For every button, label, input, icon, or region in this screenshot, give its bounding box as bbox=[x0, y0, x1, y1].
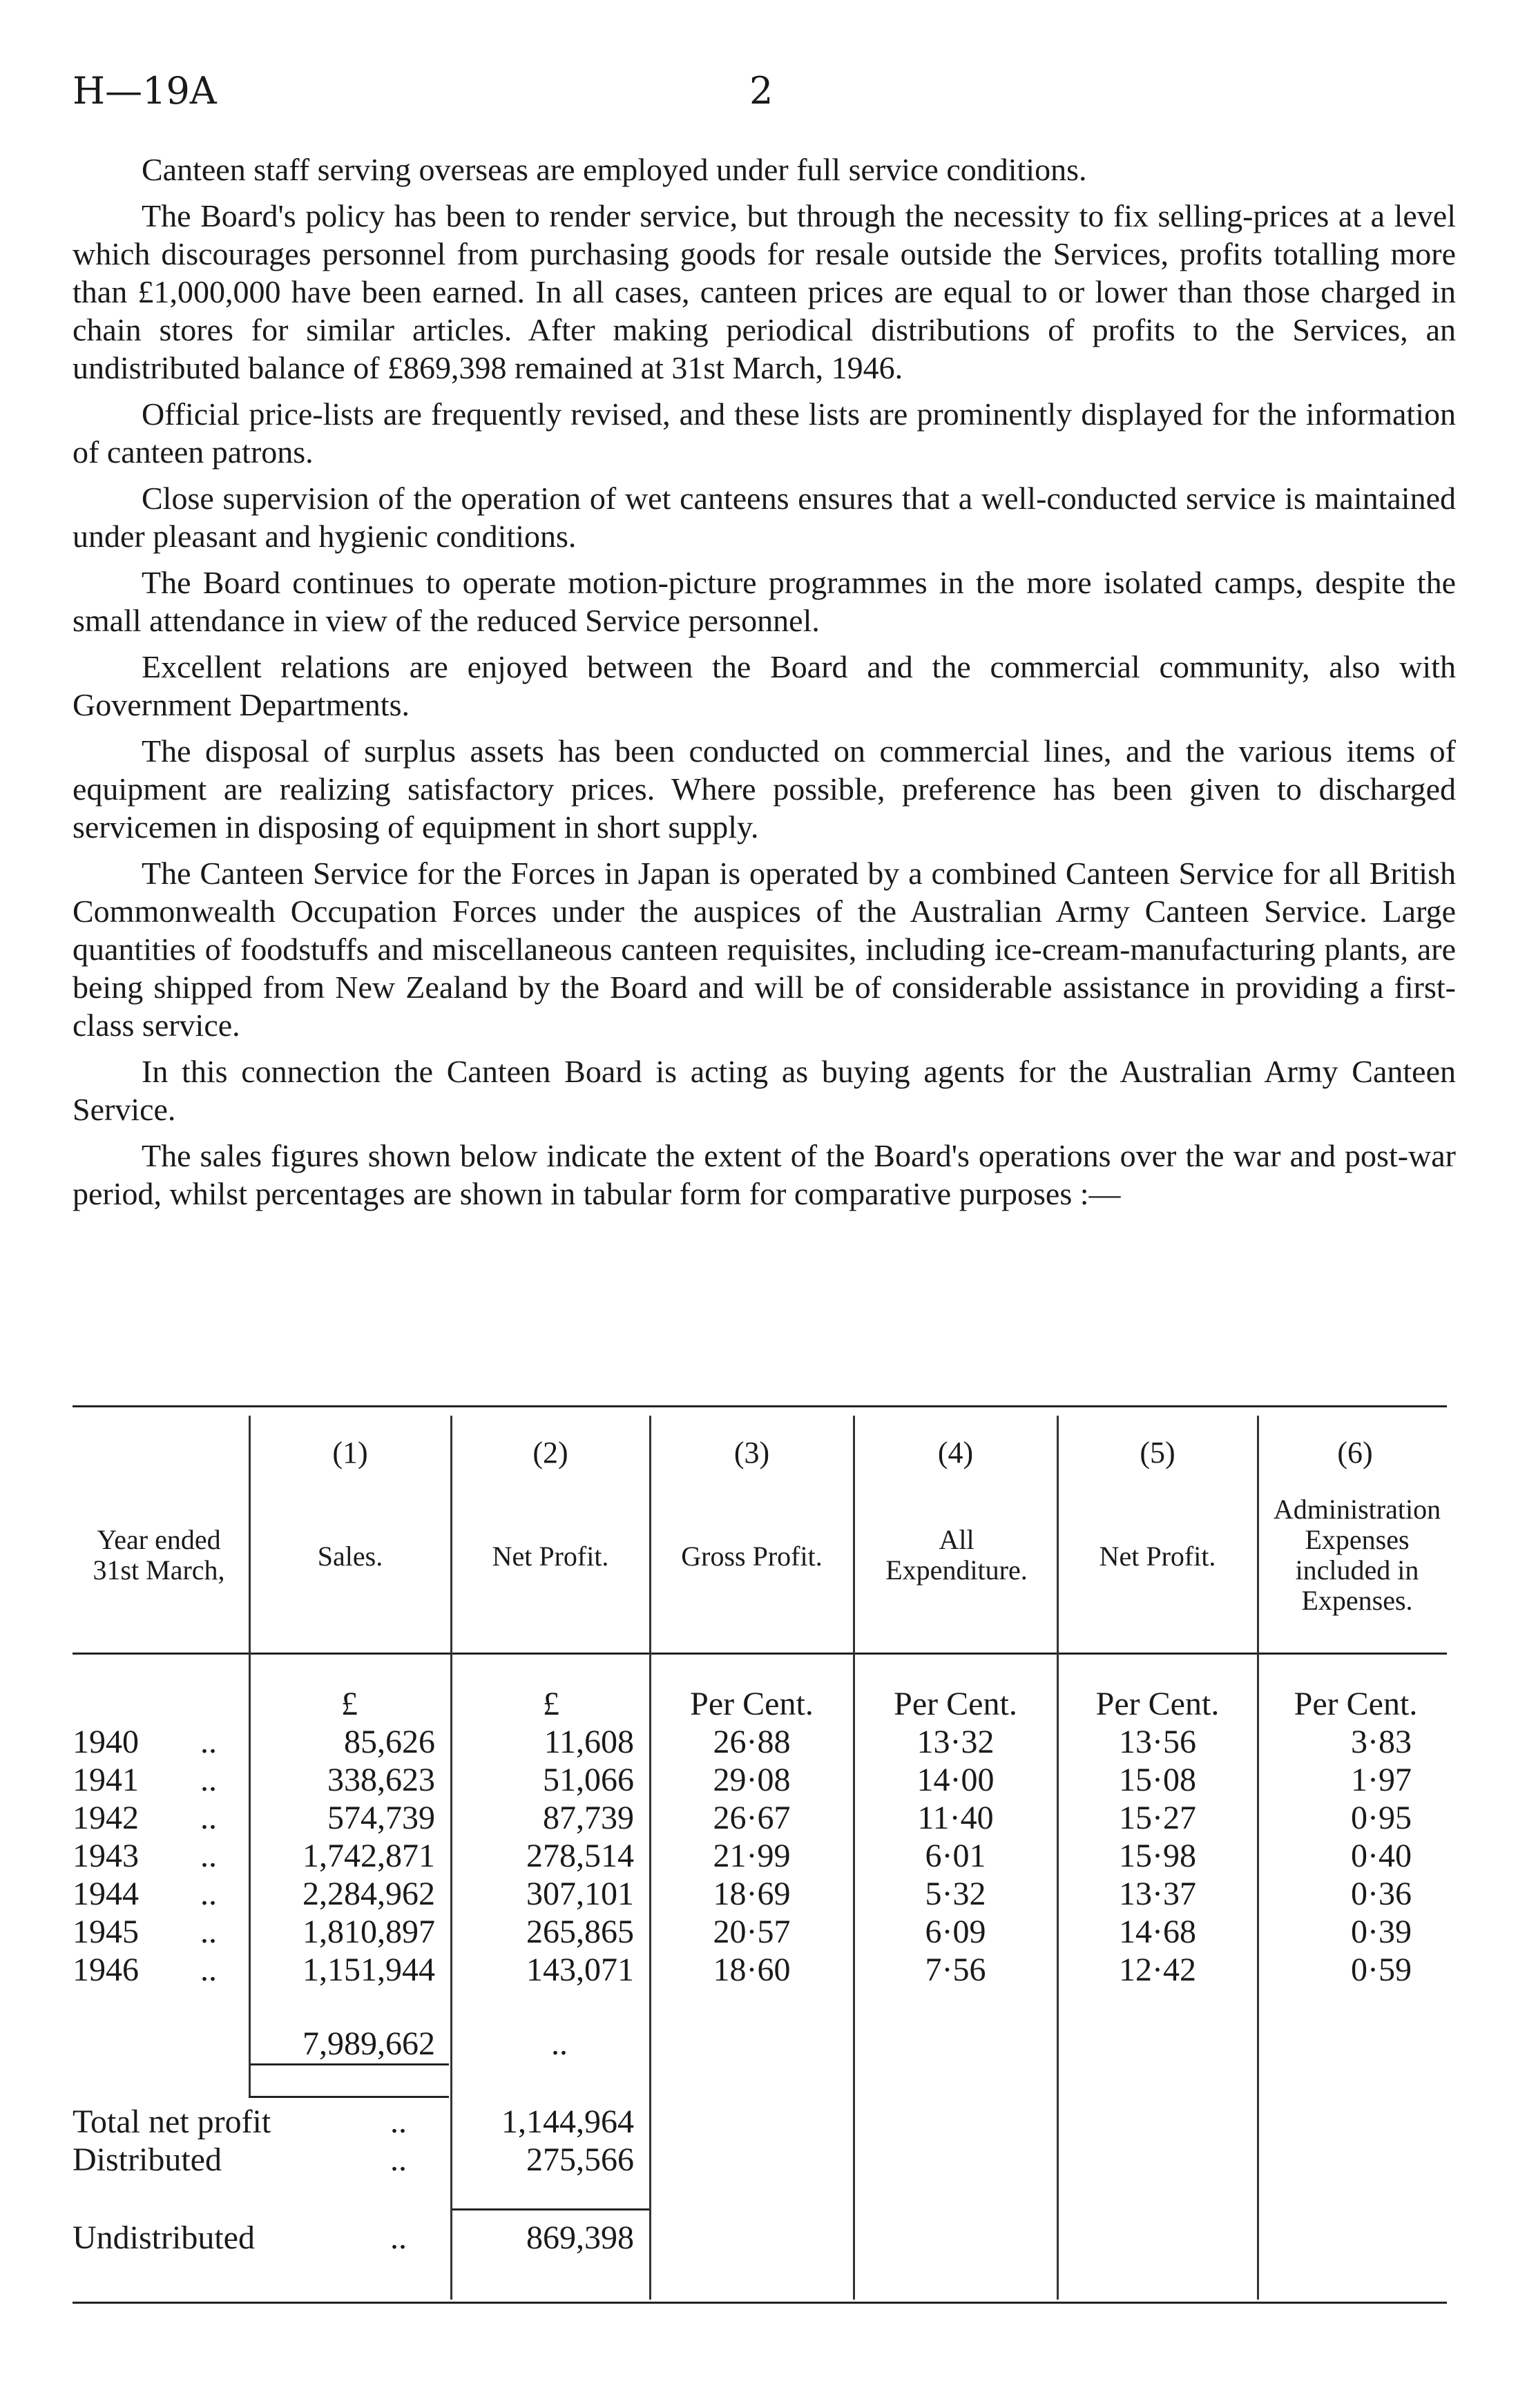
paragraph: The Board continues to operate motion-picture programmes in the more isolated camps, despite the small attendance in view of the reduced Service personnel. bbox=[73, 565, 1456, 638]
expenditure-pct-column bbox=[854, 1723, 1057, 1989]
year-column bbox=[73, 1723, 197, 1989]
table-row-year: 1944 bbox=[73, 1876, 139, 1912]
leader-dots: .. bbox=[200, 1876, 217, 1912]
table-cell-expenditure-pct: 14·00 bbox=[916, 1762, 995, 1798]
table-cell-admin-pct: 1·97 bbox=[1351, 1762, 1412, 1798]
table-cell-expenditure-pct: 13·32 bbox=[916, 1724, 995, 1760]
paragraph: The Canteen Service for the Forces in Japan is operated by a combined Canteen Service for all British Commonwealth Occupation Forces under the auspices of the Australian Army Canteen Service. Large quantities of foodstuffs and miscellaneous canteen requisites, including ice-cream-manufacturing plants, are being shipped from New Zealand by the Board and will be of considerable assistance in providing a first-class service. bbox=[73, 856, 1456, 1043]
summary-label: Distributed bbox=[73, 2141, 222, 2178]
paragraph: The Board's policy has been to render service, but through the necessity to fix selling-prices at a level which discourages personnel from purchasing goods for resale outside the Services, profits totalling more than £1,000,000 have been earned. In all cases, canteen prices are equal to or lower than those charged in chain stores for similar articles. After making periodical distributions of profits to the Services, an undistributed balance of £869,398 remained at 31st March, 1946. bbox=[73, 198, 1456, 385]
table-cell-net-profit-pct: 14·68 bbox=[1119, 1914, 1196, 1950]
leader-dots-column bbox=[200, 1723, 242, 1989]
table-cell-net-profit-pct: 13·56 bbox=[1119, 1724, 1196, 1760]
table-cell-expenditure-pct: 6·01 bbox=[925, 1838, 986, 1874]
admin-expenses-pct-column bbox=[1258, 1723, 1412, 1989]
sales-total-rule bbox=[249, 2063, 449, 2065]
table-row-year: 1946 bbox=[73, 1952, 139, 1988]
column-number: (4) bbox=[937, 1436, 974, 1470]
table-cell-net-profit: 265,865 bbox=[526, 1914, 634, 1950]
net-profit-pct-column bbox=[1058, 1723, 1257, 1989]
paragraph: Excellent relations are enjoyed between the Board and the commercial community, also with Government Departments. bbox=[73, 649, 1456, 722]
unit-label: Per Cent. bbox=[894, 1686, 1017, 1722]
gross-profit-pct-column bbox=[651, 1723, 853, 1989]
table-cell-net-profit-pct: 15·08 bbox=[1119, 1762, 1196, 1798]
leader-dots: .. bbox=[390, 2103, 407, 2140]
table-cell-admin-pct: 0·40 bbox=[1351, 1838, 1412, 1874]
summary-rule bbox=[452, 2208, 649, 2210]
table-cell-admin-pct: 0·59 bbox=[1351, 1952, 1412, 1988]
leader-dots: .. bbox=[200, 1914, 217, 1950]
table-cell-gross-profit-pct: 26·88 bbox=[713, 1724, 791, 1760]
column-divider bbox=[249, 1416, 251, 2096]
paragraph: Canteen staff serving overseas are employed under full service conditions. bbox=[142, 152, 1087, 187]
sales-total-bottom-rule bbox=[249, 2096, 449, 2098]
table-cell-net-profit-pct: 13·37 bbox=[1119, 1876, 1196, 1912]
table-cell-net-profit: 307,101 bbox=[526, 1876, 634, 1912]
table-cell-net-profit: 87,739 bbox=[543, 1800, 634, 1836]
summary-value: 1,144,964 bbox=[501, 2103, 634, 2140]
table-cell-sales: 338,623 bbox=[327, 1762, 435, 1798]
table-row-year: 1945 bbox=[73, 1914, 139, 1950]
table-cell-sales: 85,626 bbox=[344, 1724, 435, 1760]
column-number: (3) bbox=[733, 1436, 770, 1470]
table-cell-net-profit: 11,608 bbox=[544, 1724, 634, 1760]
column-divider bbox=[853, 1416, 855, 2300]
sales-column bbox=[250, 1723, 435, 1989]
table-cell-gross-profit-pct: 18·60 bbox=[713, 1952, 791, 1988]
body-text bbox=[73, 151, 1456, 1221]
column-label: Sales. bbox=[317, 1541, 383, 1572]
summary-label: Undistributed bbox=[73, 2219, 255, 2256]
column-label: Net Profit. bbox=[492, 1541, 609, 1572]
table-cell-net-profit: 143,071 bbox=[526, 1952, 634, 1988]
leader-dots: .. bbox=[200, 1800, 217, 1836]
unit-label: £ bbox=[543, 1686, 559, 1722]
paragraph: In this connection the Canteen Board is acting as buying agents for the Australian Army Canteen Service. bbox=[73, 1054, 1456, 1127]
column-label: All Expenditure. bbox=[885, 1524, 1028, 1586]
column-number: (6) bbox=[1337, 1436, 1373, 1470]
summary-label: Total net profit bbox=[73, 2103, 271, 2140]
table-cell-net-profit-pct: 12·42 bbox=[1119, 1952, 1196, 1988]
table-cell-admin-pct: 0·39 bbox=[1351, 1914, 1412, 1950]
paragraph: The sales figures shown below indicate the extent of the Board's operations over the war and post-war period, whilst percentages are shown in tabular form for comparative purposes :— bbox=[73, 1138, 1456, 1211]
table-cell-gross-profit-pct: 26·67 bbox=[713, 1800, 791, 1836]
table-cell-expenditure-pct: 5·32 bbox=[925, 1876, 986, 1912]
table-cell-sales: 1,151,944 bbox=[302, 1952, 435, 1988]
net-profit-column bbox=[452, 1723, 634, 1989]
table-cell-expenditure-pct: 7·56 bbox=[925, 1952, 986, 1988]
table-cell-sales: 1,810,897 bbox=[302, 1914, 435, 1950]
leader-dots: .. bbox=[390, 2219, 407, 2256]
leader-dots: .. bbox=[200, 1952, 217, 1988]
table-row-year: 1942 bbox=[73, 1800, 139, 1836]
leader-dots: .. bbox=[551, 2025, 568, 2062]
column-divider bbox=[649, 1416, 651, 2300]
column-number: (5) bbox=[1140, 1436, 1175, 1470]
paragraph: The disposal of surplus assets has been conducted on commercial lines, and the various items of equipment are realizing satisfactory prices. Where possible, preference has been given to discharged servicemen in disposing of equipment in short supply. bbox=[73, 733, 1456, 845]
leader-dots: .. bbox=[200, 1724, 217, 1760]
table-cell-sales: 2,284,962 bbox=[302, 1876, 435, 1912]
column-label: Net Profit. bbox=[1099, 1541, 1216, 1572]
table-cell-net-profit-pct: 15·98 bbox=[1119, 1838, 1196, 1874]
column-label: Gross Profit. bbox=[681, 1541, 823, 1572]
table-cell-net-profit: 51,066 bbox=[543, 1762, 634, 1798]
leader-dots: .. bbox=[200, 1838, 217, 1874]
leader-dots: .. bbox=[200, 1762, 217, 1798]
paragraph: Official price-lists are frequently revised, and these lists are prominently displayed for the information of canteen patrons. bbox=[73, 396, 1456, 470]
table-header-rule bbox=[73, 1653, 1447, 1655]
table-cell-net-profit: 278,514 bbox=[526, 1838, 634, 1874]
column-divider bbox=[1057, 1416, 1059, 2300]
table-top-rule bbox=[73, 1405, 1447, 1407]
table-cell-admin-pct: 0·36 bbox=[1351, 1876, 1412, 1912]
table-cell-gross-profit-pct: 29·08 bbox=[713, 1762, 791, 1798]
table-cell-expenditure-pct: 6·09 bbox=[925, 1914, 986, 1950]
table-cell-admin-pct: 3·83 bbox=[1351, 1724, 1412, 1760]
document-code: H—19A bbox=[73, 69, 217, 113]
column-label: Administration Expenses included in Expenses. bbox=[1273, 1494, 1441, 1616]
summary-value: 275,566 bbox=[526, 2141, 634, 2178]
table-row-year: 1943 bbox=[73, 1838, 139, 1874]
year-header: Year ended 31st March, bbox=[93, 1524, 225, 1586]
paragraph: Close supervision of the operation of wet canteens ensures that a well-conducted service is maintained under pleasant and hygienic conditions. bbox=[73, 481, 1456, 554]
table-row-year: 1941 bbox=[73, 1762, 139, 1798]
column-number: (2) bbox=[532, 1436, 568, 1470]
table-bottom-rule bbox=[73, 2302, 1447, 2304]
unit-label: Per Cent. bbox=[690, 1686, 814, 1722]
table-cell-sales: 574,739 bbox=[327, 1800, 435, 1836]
sales-total: 7,989,662 bbox=[302, 2025, 435, 2062]
leader-dots: .. bbox=[390, 2141, 407, 2178]
table-cell-sales: 1,742,871 bbox=[302, 1838, 435, 1874]
table-cell-net-profit-pct: 15·27 bbox=[1119, 1800, 1196, 1836]
table-row-year: 1940 bbox=[73, 1724, 139, 1760]
table-cell-gross-profit-pct: 18·69 bbox=[713, 1876, 791, 1912]
column-number: (1) bbox=[332, 1436, 368, 1470]
unit-label: £ bbox=[341, 1686, 358, 1722]
table-cell-admin-pct: 0·95 bbox=[1351, 1800, 1412, 1836]
unit-label: Per Cent. bbox=[1095, 1686, 1220, 1722]
column-divider bbox=[1257, 1416, 1259, 2300]
table-cell-expenditure-pct: 11·40 bbox=[917, 1800, 994, 1836]
page-number: 2 bbox=[749, 69, 774, 113]
column-divider bbox=[450, 1416, 452, 2300]
table-cell-gross-profit-pct: 20·57 bbox=[713, 1914, 791, 1950]
summary-value: 869,398 bbox=[526, 2219, 634, 2256]
unit-label: Per Cent. bbox=[1294, 1686, 1418, 1722]
table-cell-gross-profit-pct: 21·99 bbox=[713, 1838, 791, 1874]
